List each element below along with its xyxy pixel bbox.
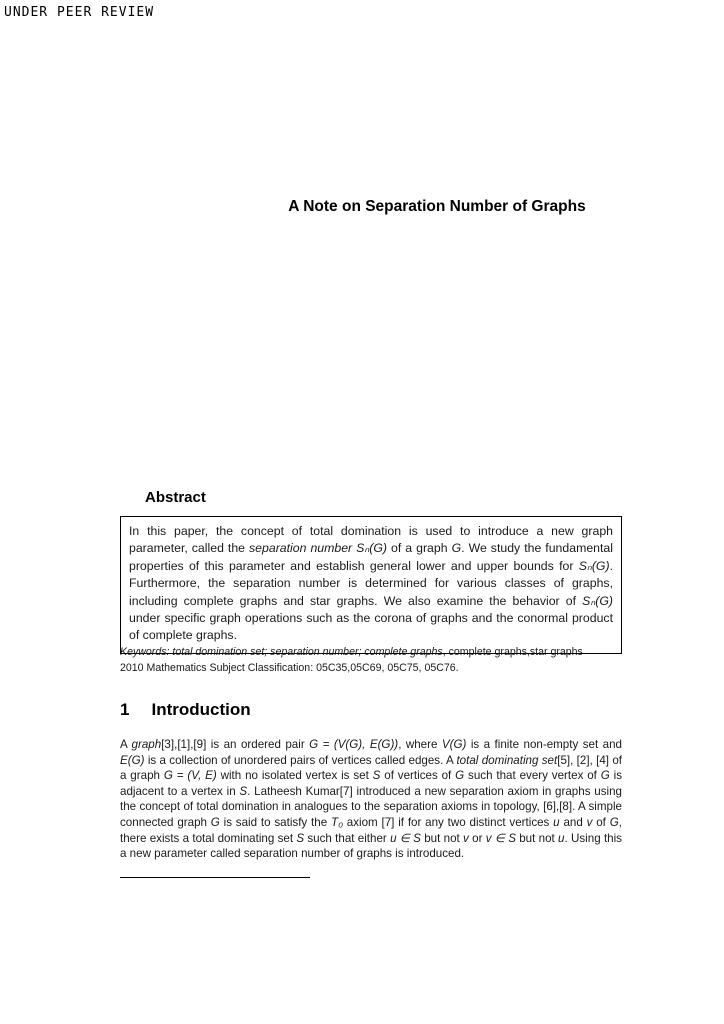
section-number: 1 bbox=[120, 700, 130, 719]
keywords-line: Keywords: total domination set; separation number; complete graphs, complete graphs,star graphs bbox=[120, 646, 583, 658]
introduction-paragraph: A graph[3],[1],[9] is an ordered pair G = (V(G), E(G)), where V(G) is a finite non-empty set and E(G) is a collection of unordered pairs of vertices called edges. A total dominating set[5], [2], [4] of a graph G = (V, E) with no isolated vertex is set S of vertices of G such that every vertex of G is adjacent to a vertex in S. Latheesh Kumar[7] introduced a new separation axiom in graphs using the concept of total domination in analogues to the separation axioms in topology, [6],[8]. A simple connected graph G is said to satisfy the T₀ axiom [7] if for any two distinct vertices u and v of G, there exists a total dominating set S such that either u ∈ S but not v or v ∈ S but not u. Using this a new parameter called separation number of graphs is introduced. bbox=[120, 738, 623, 861]
abstract-heading: Abstract bbox=[145, 489, 206, 506]
abstract-box bbox=[120, 516, 622, 654]
section-title: Introduction bbox=[151, 700, 251, 719]
abstract-text: In this paper, the concept of total domination is used to introduce a new graph parameter, called the separation number Sₙ(G) of a graph G. We study the fundamental properties of this parameter and establish general lower and upper bounds for Sₙ(G). Furthermore, the separation number is determined for various classes of graphs, including complete graphs and star graphs. We also examine the behavior of Sₙ(G) under specific graph operations such as the corona of graphs and the conormal product of complete graphs. bbox=[129, 524, 613, 643]
section-heading-introduction bbox=[120, 700, 251, 720]
peer-review-watermark: UNDER PEER REVIEW bbox=[4, 5, 155, 20]
msc-classification-line: 2010 Mathematics Subject Classification: 05C35,05C69, 05C75, 05C76. bbox=[120, 662, 459, 674]
paper-title: A Note on Separation Number of Graphs bbox=[288, 198, 586, 215]
footnote-rule bbox=[120, 877, 310, 878]
